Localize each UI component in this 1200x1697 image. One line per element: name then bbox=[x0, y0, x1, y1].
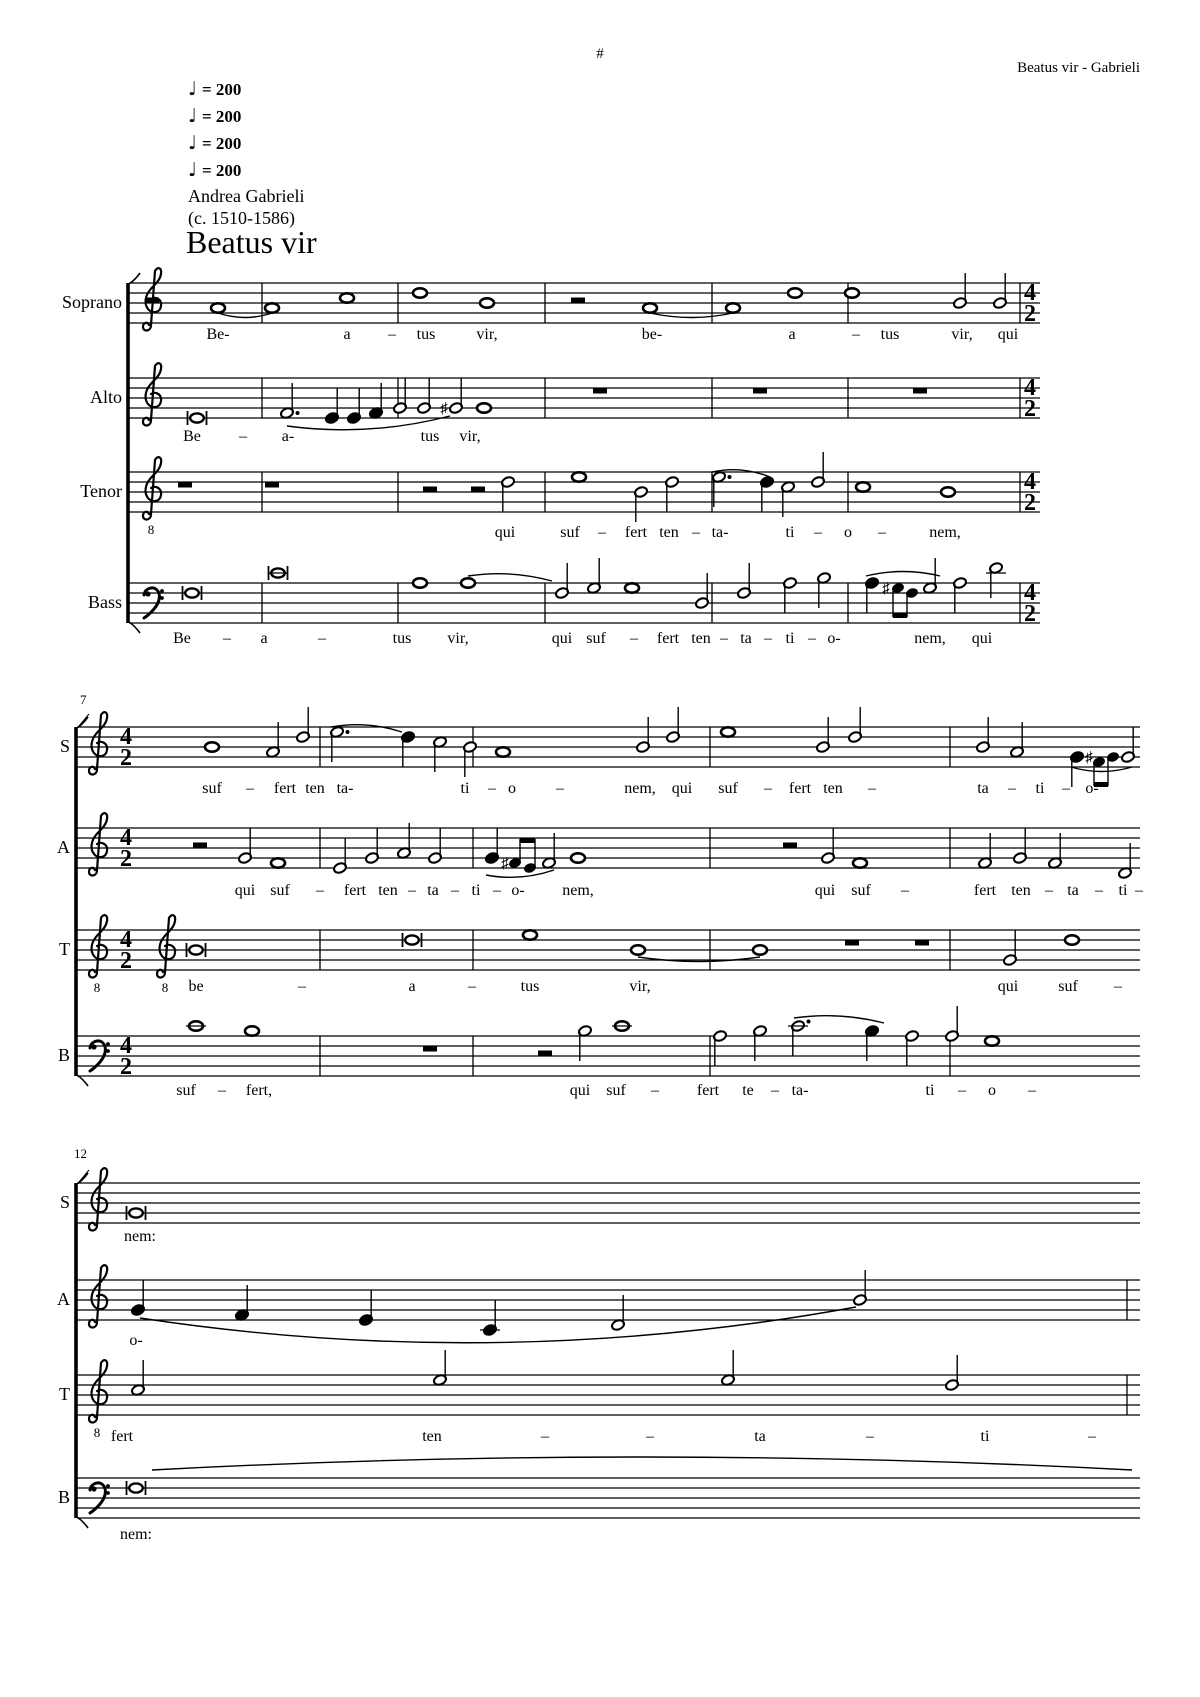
treble-clef-icon bbox=[143, 363, 161, 425]
lyric-syllable: ten bbox=[378, 882, 398, 899]
lyric-syllable: o- bbox=[511, 882, 525, 899]
whole-note bbox=[721, 727, 735, 736]
lyric-syllable: nem, bbox=[624, 780, 656, 797]
composer-dates: (c. 1510-1586) bbox=[188, 208, 295, 228]
lyric-syllable: – bbox=[246, 780, 254, 797]
lyric-syllable: – bbox=[651, 1082, 659, 1099]
lyric-syllable: suf bbox=[202, 780, 222, 797]
treble-clef-icon bbox=[89, 813, 107, 875]
whole-rest bbox=[265, 482, 279, 488]
whole-note bbox=[480, 298, 494, 307]
voice-label-s: S bbox=[59, 1192, 70, 1212]
quarter-note-icon: ♩ bbox=[188, 78, 197, 100]
lyric-syllable: – bbox=[218, 1082, 226, 1099]
whole-note bbox=[631, 945, 645, 954]
lyric-syllable: – bbox=[1028, 1082, 1036, 1099]
breve-note bbox=[185, 588, 199, 597]
treble-clef-icon bbox=[89, 1360, 107, 1422]
whole-note bbox=[211, 303, 225, 312]
quarter-note-icon: ♩ bbox=[188, 159, 197, 181]
lyric-syllable: suf bbox=[718, 780, 738, 797]
lyric-syllable: – bbox=[298, 978, 306, 995]
lyric-syllable: o- bbox=[827, 630, 841, 647]
whole-note bbox=[1065, 935, 1079, 944]
whole-rest bbox=[178, 482, 192, 488]
voice-label-soprano: Soprano bbox=[62, 292, 122, 312]
lyric-syllable: qui bbox=[997, 978, 1019, 995]
lyric-syllable: vir, bbox=[459, 428, 481, 445]
lyric-syllable: tus bbox=[520, 978, 540, 995]
lyric-syllable: be bbox=[188, 978, 204, 995]
lyric-syllable: a- bbox=[281, 428, 295, 445]
lyric-syllable: ta bbox=[754, 1428, 766, 1445]
whole-note bbox=[523, 930, 537, 939]
lyric-syllable: suf bbox=[586, 630, 606, 647]
time-signature-numerator: 4 bbox=[120, 724, 132, 750]
whole-note bbox=[985, 1036, 999, 1045]
composer-name: Andrea Gabrieli bbox=[188, 186, 305, 206]
lyric-syllable: fert bbox=[696, 1082, 720, 1099]
lyric-syllable: – bbox=[692, 524, 700, 541]
lyric-syllable: vir, bbox=[447, 630, 469, 647]
whole-note bbox=[413, 288, 427, 297]
lyric-syllable: ta- bbox=[711, 524, 729, 541]
lyric-syllable: suf bbox=[176, 1082, 196, 1099]
lyric-syllable: ti bbox=[980, 1428, 990, 1445]
whole-note bbox=[572, 472, 586, 481]
time-signature-numerator: 4 bbox=[1024, 469, 1036, 495]
half-rest bbox=[471, 487, 485, 493]
measure-number: 12 bbox=[74, 1146, 87, 1161]
whole-note bbox=[461, 578, 475, 587]
whole-note bbox=[496, 747, 510, 756]
slur bbox=[486, 870, 554, 877]
whole-note bbox=[265, 303, 279, 312]
lyric-syllable: qui bbox=[971, 630, 993, 647]
lyric-syllable: a bbox=[343, 326, 351, 343]
measure-number: 7 bbox=[80, 692, 87, 707]
lyric-syllable: nem: bbox=[124, 1228, 156, 1245]
lyric-syllable: – bbox=[764, 780, 772, 797]
lyric-syllable: ta bbox=[1067, 882, 1079, 899]
breve-note bbox=[129, 1208, 143, 1217]
time-signature-numerator: 4 bbox=[120, 927, 132, 953]
whole-note bbox=[753, 945, 767, 954]
whole-note bbox=[941, 487, 955, 496]
lyric-syllable: nem, bbox=[929, 524, 961, 541]
lyric-syllable: vir, bbox=[951, 326, 973, 343]
whole-note bbox=[413, 578, 427, 587]
lyric-syllable: qui bbox=[551, 630, 573, 647]
tempo-value: = 200 bbox=[201, 80, 242, 99]
voice-label-bass: Bass bbox=[87, 592, 122, 612]
whole-note bbox=[643, 303, 657, 312]
whole-note bbox=[726, 303, 740, 312]
lyric-syllable: – bbox=[316, 882, 324, 899]
lyric-syllable: fert bbox=[973, 882, 997, 899]
lyric-syllable: – bbox=[720, 630, 728, 647]
page-center-mark: # bbox=[596, 46, 604, 62]
treble-clef-icon bbox=[89, 1265, 107, 1327]
lyric-syllable: – bbox=[541, 1428, 549, 1445]
lyric-syllable: – bbox=[901, 882, 909, 899]
lyric-syllable: qui bbox=[671, 780, 693, 797]
octave-8-mark: 8 bbox=[161, 980, 169, 995]
lyric-syllable: o bbox=[988, 1082, 996, 1099]
voice-label-alto: Alto bbox=[89, 387, 122, 407]
lyric-syllable: o- bbox=[129, 1332, 143, 1349]
lyric-syllable: – bbox=[239, 428, 247, 445]
voice-label-t: T bbox=[59, 939, 70, 959]
slur bbox=[468, 574, 552, 581]
lyric-syllable: suf bbox=[851, 882, 871, 899]
breve-note bbox=[190, 413, 204, 422]
lyric-syllable: – bbox=[468, 978, 476, 995]
time-signature-denominator: 2 bbox=[1024, 601, 1036, 627]
slur bbox=[1071, 767, 1132, 772]
whole-note bbox=[205, 742, 219, 751]
whole-rest bbox=[913, 388, 927, 394]
lyric-syllable: – bbox=[388, 326, 396, 343]
lyric-syllable: – bbox=[223, 630, 231, 647]
half-rest bbox=[538, 1051, 552, 1057]
lyric-syllable: ti bbox=[785, 630, 795, 647]
lyric-syllable: tus bbox=[392, 630, 412, 647]
slur bbox=[152, 1457, 1132, 1470]
lyric-syllable: – bbox=[1088, 1428, 1096, 1445]
lyric-syllable: – bbox=[771, 1082, 779, 1099]
lyric-syllable: – bbox=[598, 524, 606, 541]
lyric-syllable: qui bbox=[997, 326, 1019, 343]
half-rest bbox=[423, 487, 437, 493]
time-signature-numerator: 4 bbox=[120, 825, 132, 851]
voice-label-tenor: Tenor bbox=[80, 481, 122, 501]
slur bbox=[866, 572, 940, 577]
octave-8-mark: 8 bbox=[93, 1425, 101, 1440]
quarter-note-icon: ♩ bbox=[188, 132, 197, 154]
lyric-syllable: ta bbox=[427, 882, 439, 899]
octave-8-mark: 8 bbox=[93, 980, 101, 995]
tempo-value: = 200 bbox=[201, 107, 242, 126]
lyric-syllable: tus bbox=[416, 326, 436, 343]
lyric-syllable: – bbox=[1114, 978, 1122, 995]
lyric-syllable: suf bbox=[560, 524, 580, 541]
quarter-note-icon: ♩ bbox=[188, 105, 197, 127]
voice-label-b: B bbox=[57, 1045, 70, 1065]
lyric-syllable: ti bbox=[1035, 780, 1045, 797]
lyric-syllable: suf bbox=[270, 882, 290, 899]
lyric-syllable: suf bbox=[1058, 978, 1078, 995]
whole-note bbox=[845, 288, 859, 297]
whole-rest bbox=[593, 388, 607, 394]
time-signature-denominator: 2 bbox=[120, 948, 132, 974]
lyric-syllable: nem, bbox=[562, 882, 594, 899]
time-signature-numerator: 4 bbox=[1024, 280, 1036, 306]
octave-8-mark: 8 bbox=[147, 522, 155, 537]
whole-note bbox=[625, 583, 639, 592]
treble-clef-icon bbox=[89, 712, 107, 774]
voice-label-b: B bbox=[57, 1487, 70, 1507]
sharp-icon: ♯ bbox=[882, 581, 890, 597]
lyric-syllable: ten bbox=[691, 630, 711, 647]
whole-note bbox=[856, 482, 870, 491]
lyric-syllable: o bbox=[844, 524, 852, 541]
tempo-value: = 200 bbox=[201, 161, 242, 180]
voice-label-t: T bbox=[59, 1384, 70, 1404]
slur bbox=[650, 313, 733, 318]
lyric-syllable: qui bbox=[814, 882, 836, 899]
lyric-syllable: nem: bbox=[120, 1526, 152, 1543]
lyric-syllable: suf bbox=[606, 1082, 626, 1099]
lyric-syllable: – bbox=[1135, 882, 1143, 899]
lyric-syllable: fert bbox=[110, 1428, 134, 1445]
lyric-syllable: – bbox=[1045, 882, 1053, 899]
time-signature-denominator: 2 bbox=[1024, 301, 1036, 327]
lyric-syllable: – bbox=[1095, 882, 1103, 899]
time-signature-denominator: 2 bbox=[1024, 396, 1036, 422]
lyric-syllable: – bbox=[318, 630, 326, 647]
lyric-syllable: fert bbox=[656, 630, 680, 647]
breve-note bbox=[405, 935, 419, 944]
staff-b bbox=[0, 1436, 1200, 1566]
lyric-syllable: tus bbox=[880, 326, 900, 343]
lyric-syllable: – bbox=[488, 780, 496, 797]
lyric-syllable: fert bbox=[343, 882, 367, 899]
lyric-syllable: a bbox=[788, 326, 796, 343]
breve-note bbox=[129, 1483, 143, 1492]
whole-note bbox=[853, 858, 867, 867]
lyric-syllable: ten bbox=[422, 1428, 442, 1445]
piece-title: Beatus vir bbox=[186, 224, 317, 260]
lyric-syllable: – bbox=[1062, 780, 1070, 797]
whole-note bbox=[340, 293, 354, 302]
lyric-syllable: ti bbox=[925, 1082, 935, 1099]
lyric-syllable: – bbox=[808, 630, 816, 647]
lyric-syllable: a bbox=[408, 978, 416, 995]
whole-note bbox=[271, 858, 285, 867]
time-signature-denominator: 2 bbox=[120, 846, 132, 872]
lyric-syllable: – bbox=[868, 780, 876, 797]
lyric-syllable: ta- bbox=[791, 1082, 809, 1099]
time-signature-denominator: 2 bbox=[120, 745, 132, 771]
whole-rest bbox=[915, 940, 929, 946]
time-signature-denominator: 2 bbox=[120, 1054, 132, 1080]
header-title: Beatus vir - Gabrieli bbox=[1017, 60, 1140, 76]
lyric-syllable: fert bbox=[273, 780, 297, 797]
whole-note bbox=[788, 288, 802, 297]
time-signature-numerator: 4 bbox=[120, 1033, 132, 1059]
lyric-syllable: tus bbox=[420, 428, 440, 445]
lyric-syllable: o- bbox=[1085, 780, 1099, 797]
lyric-syllable: a bbox=[260, 630, 268, 647]
lyric-syllable: – bbox=[630, 630, 638, 647]
voice-label-a: A bbox=[57, 1289, 70, 1309]
half-rest bbox=[783, 843, 797, 849]
whole-rest bbox=[845, 940, 859, 946]
whole-note bbox=[245, 1026, 259, 1035]
lyric-syllable: fert, bbox=[245, 1082, 273, 1099]
voice-label-a: A bbox=[57, 837, 70, 857]
lyric-syllable: o bbox=[508, 780, 516, 797]
staff-bass bbox=[0, 541, 1200, 671]
treble-clef-icon bbox=[157, 915, 175, 977]
lyric-syllable: ten bbox=[305, 780, 325, 797]
lyric-syllable: Be bbox=[173, 630, 191, 647]
voice-label-s: S bbox=[59, 736, 70, 756]
treble-clef-icon bbox=[143, 457, 161, 519]
breve-note bbox=[189, 945, 203, 954]
sharp-icon: ♯ bbox=[1085, 750, 1093, 766]
sharp-icon: ♯ bbox=[440, 401, 448, 417]
lyric-syllable: ti bbox=[471, 882, 481, 899]
half-rest bbox=[193, 843, 207, 849]
lyric-syllable: qui bbox=[569, 1082, 591, 1099]
lyric-syllable: – bbox=[646, 1428, 654, 1445]
lyric-syllable: – bbox=[1008, 780, 1016, 797]
lyric-syllable: – bbox=[958, 1082, 966, 1099]
half-rest bbox=[145, 298, 159, 304]
lyric-syllable: – bbox=[764, 630, 772, 647]
lyric-syllable: ta bbox=[977, 780, 989, 797]
slur bbox=[638, 957, 760, 962]
lyric-syllable: – bbox=[408, 882, 416, 899]
whole-note bbox=[477, 403, 491, 412]
sharp-icon: ♯ bbox=[501, 856, 509, 872]
lyric-syllable: – bbox=[878, 524, 886, 541]
lyric-syllable: fert bbox=[624, 524, 648, 541]
lyric-syllable: te bbox=[742, 1082, 754, 1099]
lyric-syllable: Be- bbox=[206, 326, 230, 343]
lyric-syllable: fert bbox=[788, 780, 812, 797]
lyric-syllable: ten bbox=[823, 780, 843, 797]
lyric-syllable: Be bbox=[183, 428, 201, 445]
lyric-syllable: ta- bbox=[336, 780, 354, 797]
lyric-syllable: ten bbox=[659, 524, 679, 541]
slur bbox=[218, 313, 272, 318]
lyric-syllable: – bbox=[852, 326, 860, 343]
lyric-syllable: ti bbox=[785, 524, 795, 541]
half-rest bbox=[571, 298, 585, 304]
lyric-syllable: qui bbox=[234, 882, 256, 899]
lyric-syllable: be- bbox=[641, 326, 663, 343]
lyric-syllable: – bbox=[866, 1428, 874, 1445]
whole-rest bbox=[423, 1046, 437, 1052]
lyric-syllable: – bbox=[493, 882, 501, 899]
lyric-syllable: – bbox=[814, 524, 822, 541]
lyric-syllable: ti bbox=[1118, 882, 1128, 899]
lyric-syllable: vir, bbox=[476, 326, 498, 343]
whole-note bbox=[571, 853, 585, 862]
tempo-value: = 200 bbox=[201, 134, 242, 153]
lyric-syllable: vir, bbox=[629, 978, 651, 995]
whole-rest bbox=[753, 388, 767, 394]
lyric-syllable: ten bbox=[1011, 882, 1031, 899]
staff-b bbox=[0, 994, 1200, 1124]
lyric-syllable: – bbox=[451, 882, 459, 899]
lyric-syllable: qui bbox=[494, 524, 516, 541]
treble-clef-icon bbox=[89, 1168, 107, 1230]
lyric-syllable: ti bbox=[460, 780, 470, 797]
lyric-syllable: – bbox=[556, 780, 564, 797]
lyric-syllable: ta bbox=[740, 630, 752, 647]
time-signature-numerator: 4 bbox=[1024, 375, 1036, 401]
time-signature-denominator: 2 bbox=[1024, 490, 1036, 516]
time-signature-numerator: 4 bbox=[1024, 580, 1036, 606]
treble-clef-icon bbox=[89, 915, 107, 977]
lyric-syllable: nem, bbox=[914, 630, 946, 647]
